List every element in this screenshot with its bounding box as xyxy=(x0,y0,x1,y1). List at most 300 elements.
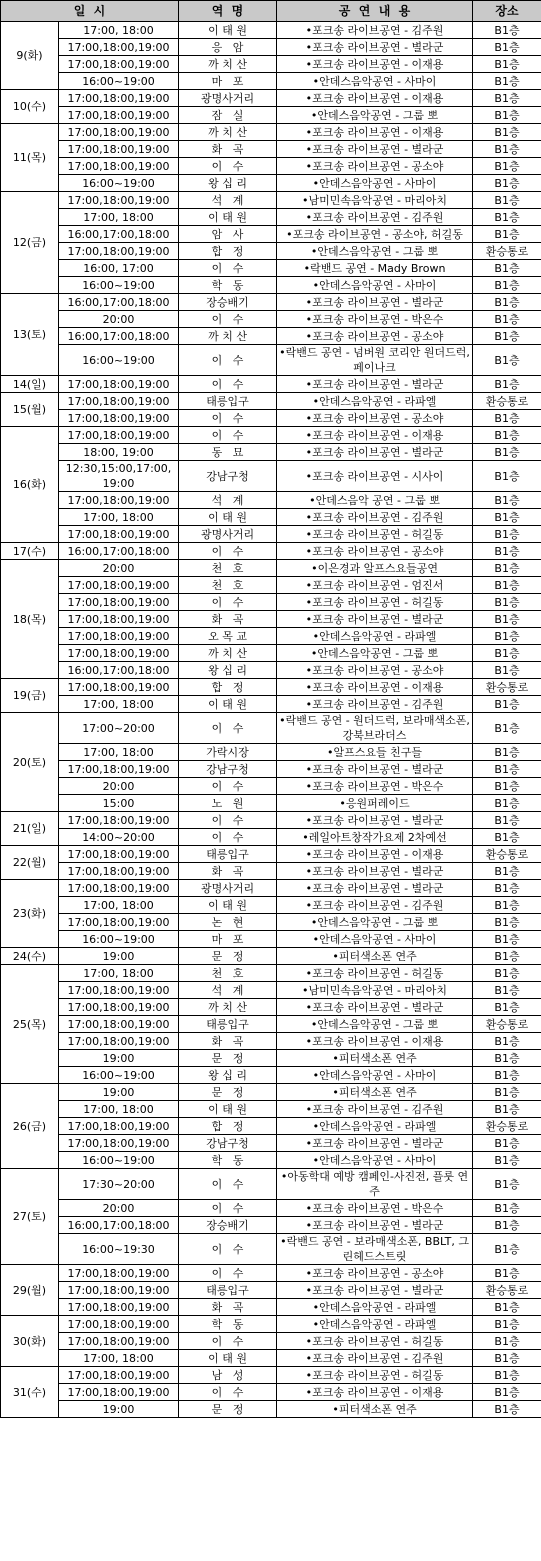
program-cell: •락밴드 공연 - 원더드럭, 보라매색소폰,강북브라더스 xyxy=(277,713,473,744)
venue-cell: B1층 xyxy=(473,328,541,345)
table-row xyxy=(1,1299,541,1316)
venue-cell: B1층 xyxy=(473,22,541,39)
time-cell: 14:00~20:00 xyxy=(59,829,179,846)
table-row xyxy=(1,948,541,965)
table-row xyxy=(1,795,541,812)
venue-cell: B1층 xyxy=(473,1367,541,1384)
venue-cell: B1층 xyxy=(473,209,541,226)
time-cell: 17:00,18:00,19:00 xyxy=(59,124,179,141)
program-cell: •안데스음악공연 - 그룹 뽀 xyxy=(277,107,473,124)
venue-cell: 환승통로 xyxy=(473,679,541,696)
station-cell: 석 계 xyxy=(179,492,277,509)
station-cell: 이 수 xyxy=(179,594,277,611)
station-cell: 마 포 xyxy=(179,73,277,90)
program-cell: •안데스음악공연 - 라파엘 xyxy=(277,1299,473,1316)
program-cell: •포크송 라이브공연 - 박은수 xyxy=(277,1200,473,1217)
venue-cell: B1층 xyxy=(473,1265,541,1282)
station-cell: 이 수 xyxy=(179,260,277,277)
time-cell: 16:00, 17:00 xyxy=(59,260,179,277)
station-cell: 이 수 xyxy=(179,345,277,376)
program-cell: •안데스음악공연 - 그룹 뽀 xyxy=(277,914,473,931)
program-cell: •포크송 라이브공연 - 김주원 xyxy=(277,22,473,39)
time-cell: 17:00,18:00,19:00 xyxy=(59,1367,179,1384)
table-row xyxy=(1,192,541,209)
station-cell: 천 호 xyxy=(179,560,277,577)
header-venue: 장소 xyxy=(473,1,541,22)
table-row xyxy=(1,696,541,713)
station-cell: 천 호 xyxy=(179,965,277,982)
program-cell: •이은경과 알프스요들공연 xyxy=(277,560,473,577)
station-cell: 화 곡 xyxy=(179,1299,277,1316)
table-row xyxy=(1,328,541,345)
program-cell: •알프스요들 친구들 xyxy=(277,744,473,761)
date-cell: 18(목) xyxy=(1,560,59,679)
time-cell: 17:00,18:00,19:00 xyxy=(59,393,179,410)
time-cell: 12:30,15:00,17:00, 19:00 xyxy=(59,461,179,492)
program-cell: •포크송 라이브공연 - 공소야 xyxy=(277,1265,473,1282)
table-row xyxy=(1,880,541,897)
program-cell: •포크송 라이브공연 - 별라군 xyxy=(277,611,473,628)
program-cell: •포크송 라이브공연 - 이재용 xyxy=(277,427,473,444)
program-cell: •아동학대 예방 캠페인-사진전, 플룻 연주 xyxy=(277,1169,473,1200)
time-cell: 17:00,18:00,19:00 xyxy=(59,1118,179,1135)
program-cell: •포크송 라이브공연 - 이재용 xyxy=(277,1384,473,1401)
program-cell: •피터색소폰 연주 xyxy=(277,948,473,965)
station-cell: 논 현 xyxy=(179,914,277,931)
program-cell: •포크송 라이브공연 - 별라군 xyxy=(277,1282,473,1299)
station-cell: 합 정 xyxy=(179,1118,277,1135)
venue-cell: B1층 xyxy=(473,175,541,192)
program-cell: •락밴드 공연 - 넘버원 코리안 원더드럭,페이나크 xyxy=(277,345,473,376)
station-cell: 까 치 산 xyxy=(179,124,277,141)
table-row xyxy=(1,1169,541,1200)
time-cell: 17:00,18:00,19:00 xyxy=(59,880,179,897)
station-cell: 노 원 xyxy=(179,795,277,812)
table-row xyxy=(1,107,541,124)
program-cell: •포크송 라이브공연 - 별라군 xyxy=(277,812,473,829)
time-cell: 17:00, 18:00 xyxy=(59,696,179,713)
station-cell: 이 수 xyxy=(179,1169,277,1200)
station-cell: 이 수 xyxy=(179,410,277,427)
time-cell: 17:00~20:00 xyxy=(59,713,179,744)
time-cell: 17:00,18:00,19:00 xyxy=(59,1033,179,1050)
time-cell: 15:00 xyxy=(59,795,179,812)
table-row xyxy=(1,1234,541,1265)
table-row xyxy=(1,243,541,260)
station-cell: 이 태 원 xyxy=(179,209,277,226)
program-cell: •포크송 라이브공연 - 허길동 xyxy=(277,1367,473,1384)
time-cell: 17:00,18:00,19:00 xyxy=(59,812,179,829)
station-cell: 까 치 산 xyxy=(179,999,277,1016)
header-program: 공 연 내 용 xyxy=(277,1,473,22)
time-cell: 17:00,18:00,19:00 xyxy=(59,107,179,124)
venue-cell: B1층 xyxy=(473,461,541,492)
program-cell: •포크송 라이브공연 - 김주원 xyxy=(277,1350,473,1367)
time-cell: 18:00, 19:00 xyxy=(59,444,179,461)
schedule-body xyxy=(1,22,541,1418)
program-cell: •안데스음악공연 - 라파엘 xyxy=(277,628,473,645)
venue-cell: B1층 xyxy=(473,611,541,628)
table-row xyxy=(1,679,541,696)
time-cell: 16:00~19:00 xyxy=(59,345,179,376)
station-cell: 오 목 교 xyxy=(179,628,277,645)
program-cell: •안데스음악공연 - 사마이 xyxy=(277,1152,473,1169)
time-cell: 16:00~19:00 xyxy=(59,277,179,294)
time-cell: 17:00, 18:00 xyxy=(59,209,179,226)
program-cell: •포크송 라이브공연 - 별라군 xyxy=(277,444,473,461)
time-cell: 19:00 xyxy=(59,1401,179,1418)
time-cell: 17:00,18:00,19:00 xyxy=(59,410,179,427)
table-row xyxy=(1,812,541,829)
program-cell: •포크송 라이브공연 - 이재용 xyxy=(277,846,473,863)
venue-cell: B1층 xyxy=(473,829,541,846)
table-row xyxy=(1,662,541,679)
program-cell: •안데스음악공연 - 사마이 xyxy=(277,1067,473,1084)
table-row xyxy=(1,761,541,778)
table-row xyxy=(1,914,541,931)
program-cell: •포크송 라이브공연 - 박은수 xyxy=(277,311,473,328)
station-cell: 태릉입구 xyxy=(179,393,277,410)
time-cell: 17:00,18:00,19:00 xyxy=(59,863,179,880)
venue-cell: B1층 xyxy=(473,1101,541,1118)
table-row xyxy=(1,410,541,427)
venue-cell: B1층 xyxy=(473,931,541,948)
time-cell: 17:00,18:00,19:00 xyxy=(59,628,179,645)
station-cell: 이 수 xyxy=(179,829,277,846)
venue-cell: B1층 xyxy=(473,897,541,914)
venue-cell: B1층 xyxy=(473,56,541,73)
station-cell: 학 동 xyxy=(179,1152,277,1169)
station-cell: 동 묘 xyxy=(179,444,277,461)
time-cell: 16:00~19:00 xyxy=(59,931,179,948)
table-row xyxy=(1,744,541,761)
time-cell: 17:00,18:00,19:00 xyxy=(59,1265,179,1282)
station-cell: 잠 실 xyxy=(179,107,277,124)
venue-cell: B1층 xyxy=(473,795,541,812)
program-cell: •포크송 라이브공연 - 허길동 xyxy=(277,965,473,982)
date-cell: 17(수) xyxy=(1,543,59,560)
program-cell: •포크송 라이브공연 - 김주원 xyxy=(277,209,473,226)
program-cell: •포크송 라이브공연 - 김주원 xyxy=(277,509,473,526)
program-cell: •안데스음악공연 - 라파엘 xyxy=(277,1118,473,1135)
program-cell: •포크송 라이브공연 - 허길동 xyxy=(277,526,473,543)
station-cell: 태릉입구 xyxy=(179,846,277,863)
table-row xyxy=(1,829,541,846)
station-cell: 이 수 xyxy=(179,812,277,829)
time-cell: 17:00,18:00,19:00 xyxy=(59,243,179,260)
table-row xyxy=(1,1084,541,1101)
program-cell: •포크송 라이브공연 - 공소야 xyxy=(277,543,473,560)
venue-cell: B1층 xyxy=(473,1217,541,1234)
table-row xyxy=(1,277,541,294)
table-row xyxy=(1,1217,541,1234)
venue-cell: B1층 xyxy=(473,1033,541,1050)
station-cell: 이 태 원 xyxy=(179,1101,277,1118)
venue-cell: B1층 xyxy=(473,141,541,158)
time-cell: 17:00,18:00,19:00 xyxy=(59,39,179,56)
venue-cell: B1층 xyxy=(473,628,541,645)
venue-cell: B1층 xyxy=(473,277,541,294)
time-cell: 16:00,17:00,18:00 xyxy=(59,662,179,679)
station-cell: 이 수 xyxy=(179,311,277,328)
program-cell: •안데스음악 공연 - 그룹 뽀 xyxy=(277,492,473,509)
date-cell: 30(화) xyxy=(1,1316,59,1367)
table-row xyxy=(1,175,541,192)
program-cell: •포크송 라이브공연 - 별라군 xyxy=(277,999,473,1016)
station-cell: 강남구청 xyxy=(179,1135,277,1152)
program-cell: •포크송 라이브공연 - 이재용 xyxy=(277,56,473,73)
header-row xyxy=(1,1,541,22)
time-cell: 16:00~19:00 xyxy=(59,175,179,192)
program-cell: •포크송 라이브공연 - 별라군 xyxy=(277,761,473,778)
table-row xyxy=(1,526,541,543)
table-row xyxy=(1,492,541,509)
table-row xyxy=(1,509,541,526)
venue-cell: B1층 xyxy=(473,1333,541,1350)
time-cell: 17:00,18:00,19:00 xyxy=(59,1135,179,1152)
venue-cell: B1층 xyxy=(473,1316,541,1333)
venue-cell: B1층 xyxy=(473,311,541,328)
table-row xyxy=(1,931,541,948)
table-row xyxy=(1,1265,541,1282)
table-row xyxy=(1,1282,541,1299)
venue-cell: B1층 xyxy=(473,965,541,982)
venue-cell: 환승통로 xyxy=(473,1282,541,1299)
time-cell: 16:00,17:00,18:00 xyxy=(59,543,179,560)
program-cell: •안데스음악공연 - 그룹 뽀 xyxy=(277,243,473,260)
program-cell: •포크송 라이브공연 - 공소야, 허길동 xyxy=(277,226,473,243)
time-cell: 17:00,18:00,19:00 xyxy=(59,1282,179,1299)
station-cell: 마 포 xyxy=(179,931,277,948)
venue-cell: B1층 xyxy=(473,345,541,376)
table-row xyxy=(1,611,541,628)
program-cell: •포크송 라이브공연 - 별라군 xyxy=(277,376,473,393)
time-cell: 17:00,18:00,19:00 xyxy=(59,594,179,611)
time-cell: 17:00,18:00,19:00 xyxy=(59,427,179,444)
program-cell: •피터색소폰 연주 xyxy=(277,1401,473,1418)
station-cell: 가락시장 xyxy=(179,744,277,761)
station-cell: 화 곡 xyxy=(179,863,277,880)
venue-cell: B1층 xyxy=(473,577,541,594)
table-row xyxy=(1,1350,541,1367)
venue-cell: B1층 xyxy=(473,444,541,461)
time-cell: 17:00, 18:00 xyxy=(59,1350,179,1367)
table-row xyxy=(1,897,541,914)
station-cell: 장승배기 xyxy=(179,294,277,311)
table-row xyxy=(1,1384,541,1401)
venue-cell: B1층 xyxy=(473,594,541,611)
station-cell: 이 수 xyxy=(179,713,277,744)
station-cell: 왕 십 리 xyxy=(179,662,277,679)
station-cell: 응 암 xyxy=(179,39,277,56)
table-row xyxy=(1,1333,541,1350)
venue-cell: B1층 xyxy=(473,812,541,829)
station-cell: 이 태 원 xyxy=(179,22,277,39)
date-cell: 19(금) xyxy=(1,679,59,713)
venue-cell: B1층 xyxy=(473,107,541,124)
station-cell: 합 정 xyxy=(179,243,277,260)
table-row xyxy=(1,1118,541,1135)
table-row xyxy=(1,124,541,141)
program-cell: •응원퍼레이드 xyxy=(277,795,473,812)
program-cell: •포크송 라이브공연 - 공소야 xyxy=(277,158,473,175)
time-cell: 17:00,18:00,19:00 xyxy=(59,90,179,107)
table-row xyxy=(1,577,541,594)
time-cell: 20:00 xyxy=(59,311,179,328)
table-row xyxy=(1,294,541,311)
venue-cell: B1층 xyxy=(473,509,541,526)
venue-cell: B1층 xyxy=(473,1299,541,1316)
program-cell: •락밴드 공연 - 보라매색소폰, BBLT, 그린헤드스트릿 xyxy=(277,1234,473,1265)
program-cell: •안데스음악공연 - 사마이 xyxy=(277,73,473,90)
table-row xyxy=(1,1050,541,1067)
time-cell: 17:00, 18:00 xyxy=(59,965,179,982)
time-cell: 17:00,18:00,19:00 xyxy=(59,761,179,778)
header-date: 일 시 xyxy=(1,1,179,22)
venue-cell: B1층 xyxy=(473,260,541,277)
time-cell: 16:00,17:00,18:00 xyxy=(59,294,179,311)
program-cell: •안데스음악공연 - 그룹 뽀 xyxy=(277,645,473,662)
program-cell: •안데스음악공연 - 라파엘 xyxy=(277,393,473,410)
table-row xyxy=(1,22,541,39)
time-cell: 17:00,18:00,19:00 xyxy=(59,846,179,863)
date-cell: 25(목) xyxy=(1,965,59,1084)
station-cell: 까 치 산 xyxy=(179,645,277,662)
venue-cell: B1층 xyxy=(473,158,541,175)
program-cell: •포크송 라이브공연 - 허길동 xyxy=(277,594,473,611)
time-cell: 19:00 xyxy=(59,948,179,965)
program-cell: •포크송 라이브공연 - 시사이 xyxy=(277,461,473,492)
station-cell: 문 정 xyxy=(179,1050,277,1067)
program-cell: •포크송 라이브공연 - 별라군 xyxy=(277,141,473,158)
table-row xyxy=(1,260,541,277)
time-cell: 17:00,18:00,19:00 xyxy=(59,611,179,628)
venue-cell: B1층 xyxy=(473,1067,541,1084)
venue-cell: B1층 xyxy=(473,744,541,761)
venue-cell: B1층 xyxy=(473,1050,541,1067)
program-cell: •포크송 라이브공연 - 김주원 xyxy=(277,1101,473,1118)
time-cell: 20:00 xyxy=(59,778,179,795)
station-cell: 이 수 xyxy=(179,543,277,560)
station-cell: 강남구청 xyxy=(179,761,277,778)
venue-cell: B1층 xyxy=(473,914,541,931)
date-cell: 20(토) xyxy=(1,713,59,812)
station-cell: 이 수 xyxy=(179,1234,277,1265)
date-cell: 29(월) xyxy=(1,1265,59,1316)
header-station: 역 명 xyxy=(179,1,277,22)
time-cell: 17:00, 18:00 xyxy=(59,744,179,761)
time-cell: 16:00,17:00,18:00 xyxy=(59,226,179,243)
venue-cell: B1층 xyxy=(473,427,541,444)
station-cell: 화 곡 xyxy=(179,1033,277,1050)
date-cell: 21(일) xyxy=(1,812,59,846)
venue-cell: B1층 xyxy=(473,73,541,90)
venue-cell: B1층 xyxy=(473,1135,541,1152)
venue-cell: B1층 xyxy=(473,999,541,1016)
date-cell: 11(목) xyxy=(1,124,59,192)
date-cell: 16(화) xyxy=(1,427,59,543)
time-cell: 17:00,18:00,19:00 xyxy=(59,158,179,175)
venue-cell: 환승통로 xyxy=(473,243,541,260)
venue-cell: B1층 xyxy=(473,1234,541,1265)
station-cell: 이 태 원 xyxy=(179,1350,277,1367)
table-row xyxy=(1,461,541,492)
table-row xyxy=(1,778,541,795)
time-cell: 19:00 xyxy=(59,1050,179,1067)
date-cell: 12(금) xyxy=(1,192,59,294)
venue-cell: B1층 xyxy=(473,192,541,209)
venue-cell: B1층 xyxy=(473,543,541,560)
time-cell: 17:00,18:00,19:00 xyxy=(59,376,179,393)
venue-cell: B1층 xyxy=(473,880,541,897)
time-cell: 17:00,18:00,19:00 xyxy=(59,577,179,594)
station-cell: 이 수 xyxy=(179,1200,277,1217)
station-cell: 태릉입구 xyxy=(179,1282,277,1299)
table-row xyxy=(1,427,541,444)
venue-cell: 환승통로 xyxy=(473,393,541,410)
table-row xyxy=(1,56,541,73)
station-cell: 합 정 xyxy=(179,679,277,696)
table-row xyxy=(1,376,541,393)
time-cell: 17:00,18:00,19:00 xyxy=(59,914,179,931)
venue-cell: B1층 xyxy=(473,90,541,107)
station-cell: 이 수 xyxy=(179,1384,277,1401)
venue-cell: 환승통로 xyxy=(473,846,541,863)
station-cell: 까 치 산 xyxy=(179,328,277,345)
venue-cell: B1층 xyxy=(473,294,541,311)
program-cell: •포크송 라이브공연 - 별라군 xyxy=(277,880,473,897)
station-cell: 화 곡 xyxy=(179,611,277,628)
time-cell: 16:00,17:00,18:00 xyxy=(59,328,179,345)
station-cell: 태릉입구 xyxy=(179,1016,277,1033)
program-cell: •포크송 라이브공연 - 별라군 xyxy=(277,1217,473,1234)
program-cell: •포크송 라이브공연 - 김주원 xyxy=(277,696,473,713)
date-cell: 23(화) xyxy=(1,880,59,948)
program-cell: •포크송 라이브공연 - 별라군 xyxy=(277,39,473,56)
venue-cell: B1층 xyxy=(473,1401,541,1418)
table-row xyxy=(1,393,541,410)
program-cell: •포크송 라이브공연 - 별라군 xyxy=(277,863,473,880)
station-cell: 광명사거리 xyxy=(179,526,277,543)
program-cell: •안데스음악공연 - 사마이 xyxy=(277,931,473,948)
time-cell: 17:00,18:00,19:00 xyxy=(59,141,179,158)
program-cell: •포크송 라이브공연 - 이재용 xyxy=(277,90,473,107)
venue-cell: B1층 xyxy=(473,226,541,243)
time-cell: 17:00,18:00,19:00 xyxy=(59,1333,179,1350)
time-cell: 17:00,18:00,19:00 xyxy=(59,192,179,209)
table-row xyxy=(1,1067,541,1084)
time-cell: 16:00~19:30 xyxy=(59,1234,179,1265)
station-cell: 광명사거리 xyxy=(179,90,277,107)
station-cell: 이 태 원 xyxy=(179,897,277,914)
date-cell: 13(토) xyxy=(1,294,59,376)
program-cell: •남미민속음악공연 - 마리아치 xyxy=(277,192,473,209)
program-cell: •포크송 라이브공연 - 이재용 xyxy=(277,124,473,141)
venue-cell: B1층 xyxy=(473,560,541,577)
venue-cell: B1층 xyxy=(473,982,541,999)
station-cell: 왕 십 리 xyxy=(179,1067,277,1084)
table-row xyxy=(1,1016,541,1033)
station-cell: 이 태 원 xyxy=(179,509,277,526)
station-cell: 문 정 xyxy=(179,1084,277,1101)
venue-cell: B1층 xyxy=(473,948,541,965)
table-row xyxy=(1,73,541,90)
venue-cell: B1층 xyxy=(473,39,541,56)
time-cell: 17:00,18:00,19:00 xyxy=(59,1384,179,1401)
station-cell: 이 수 xyxy=(179,158,277,175)
venue-cell: B1층 xyxy=(473,526,541,543)
program-cell: •포크송 라이브공연 - 공소야 xyxy=(277,410,473,427)
